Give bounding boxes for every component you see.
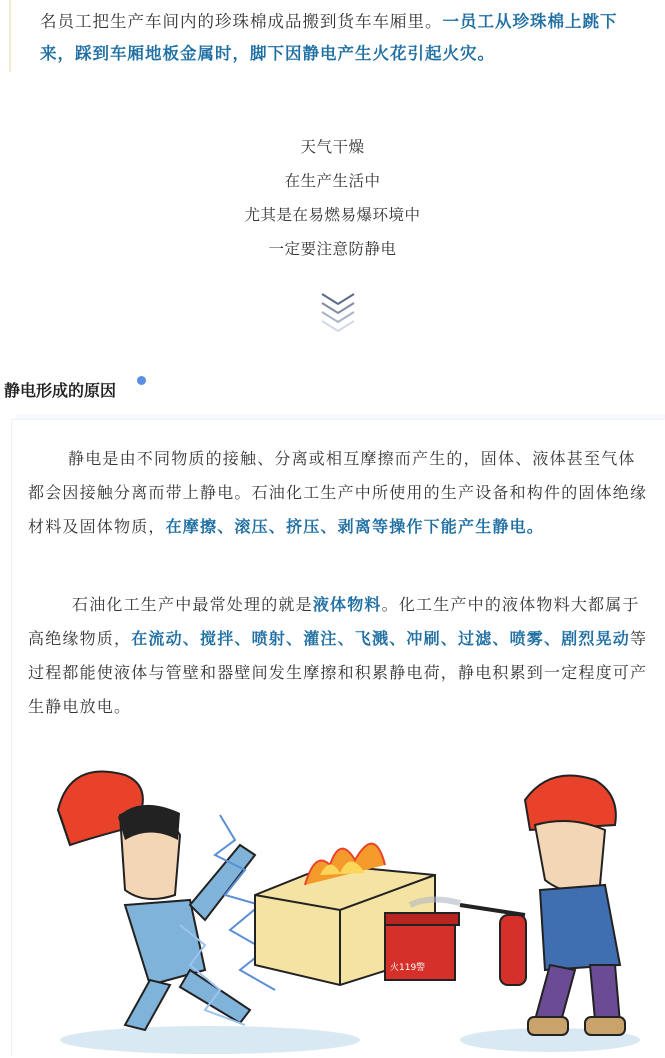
title-dot bbox=[137, 376, 146, 385]
center-line: 尤其是在易燃易爆环境中 bbox=[244, 206, 421, 224]
intro-block bbox=[0, 0, 665, 75]
section-title: 静电形成的原因 bbox=[4, 381, 117, 400]
extinguisher-label: 火119警 bbox=[390, 963, 426, 973]
quote-bar bbox=[9, 0, 11, 72]
paragraph-2-highlight-2: 在流动、搅拌、喷射、灌注、飞溅、冲刷、过滤、喷雾、剧烈晃动 bbox=[131, 629, 631, 648]
chevron-down-icon bbox=[318, 290, 358, 334]
paragraph-1-highlight: 在摩擦、滚压、挤压、剥离等操作下能产生静电。 bbox=[165, 517, 545, 536]
paragraph-2 bbox=[28, 588, 650, 724]
paragraph-2-part2: 。化工生产中的液体物料大都属于高绝缘物质， bbox=[28, 595, 640, 648]
fire-alarm-box bbox=[385, 913, 459, 980]
static-fire-illustration bbox=[30, 755, 650, 1055]
paragraph-2-part3: 等过程都能使液体与管壁和器壁间发生摩擦和积累静电荷，静电积累到一定程度可产生静电放电。 bbox=[28, 629, 648, 716]
firefighter bbox=[410, 776, 625, 1036]
paragraph-2-part1: 石油化工生产中最常处理的就是 bbox=[72, 595, 313, 614]
paragraph-2-highlight-1: 液体物料 bbox=[312, 595, 382, 614]
intro-highlight: 一员工从珍珠棉上跳下来，踩到车厢地板金属时，脚下因静电产生火花引起火灾。 bbox=[40, 12, 618, 63]
center-lines bbox=[0, 130, 665, 266]
intro-text bbox=[40, 6, 650, 70]
intro-plain: 名员工把生产车间内的珍珠棉成品搬到货车车厢里。 bbox=[40, 12, 443, 31]
shocked-worker bbox=[118, 805, 275, 1030]
paragraph-1-plain: 静电是由不同物质的接触、分离或相互摩擦而产生的，固体、液体甚至气体都会因接触分离而带上静电。石油化工生产中所使用的生产设备和构件的固体绝缘材料及固体物质， bbox=[28, 449, 648, 536]
center-line: 在生产生活中 bbox=[284, 172, 381, 190]
center-line: 一定要注意防静电 bbox=[268, 240, 397, 258]
paragraph-1 bbox=[28, 442, 650, 544]
center-line: 天气干燥 bbox=[300, 138, 365, 156]
